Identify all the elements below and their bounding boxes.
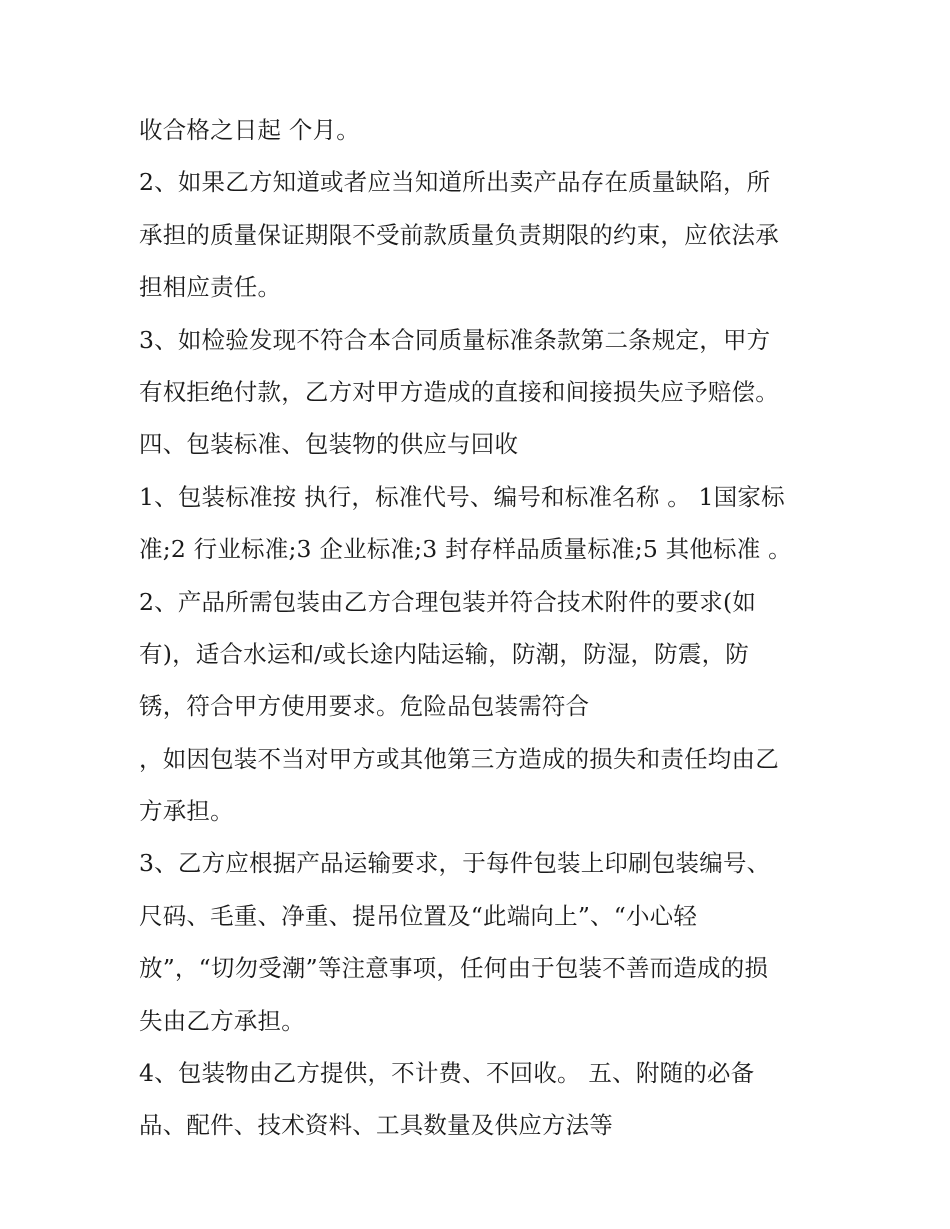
text-line: 承担的质量保证期限不受前款质量负责期限的约束，应依法承 (139, 220, 779, 249)
text-line: 担相应责任。 (139, 273, 282, 302)
text-line: 锈，符合甲方使用要求。危险品包装需符合 (139, 692, 590, 721)
text-line: 2、如果乙方知道或者应当知道所出卖产品存在质量缺陷，所 (139, 168, 771, 197)
text-line: 3、乙方应根据产品运输要求，于每件包装上印刷包装编号、 (139, 849, 771, 878)
text-line: 失由乙方承担。 (139, 1006, 305, 1035)
text-line: 品、配件、技术资料、工具数量及供应方法等 (139, 1111, 613, 1140)
text-line: 4、包装物由乙方提供，不计费、不回收。 五、附随的必备 (139, 1059, 755, 1088)
text-line: 有)，适合水运和/或长途内陆运输，防潮，防湿，防震，防 (139, 639, 749, 668)
text-line: 有权拒绝付款，乙方对甲方造成的直接和间接损失应予赔偿。 (139, 377, 779, 406)
text-line: 准;2 行业标准;3 企业标准;3 封存样品质量标准;5 其他标准 。 (139, 535, 792, 564)
text-line: 2、产品所需包装由乙方合理包装并符合技术附件的要求(如 (139, 587, 757, 616)
text-line: ，如因包装不当对甲方或其他第三方造成的损失和责任均由乙 (139, 744, 779, 773)
section-heading: 四、包装标准、包装物的供应与回收 (139, 430, 519, 459)
text-line: 放”，“切勿受潮”等注意事项，任何由于包装不善而造成的损 (139, 954, 769, 983)
text-line: 3、如检验发现不符合本合同质量标准条款第二条规定，甲方 (139, 325, 771, 354)
text-line: 尺码、毛重、净重、提吊位置及“此端向上”、“小心轻 (139, 901, 698, 930)
contract-text-body (139, 109, 829, 1157)
text-line: 方承担。 (139, 797, 234, 826)
text-line: 收合格之日起 个月。 (139, 116, 360, 144)
text-line: 1、包装标准按 执行，标准代号、编号和标准名称 。 1国家标 (139, 482, 785, 511)
